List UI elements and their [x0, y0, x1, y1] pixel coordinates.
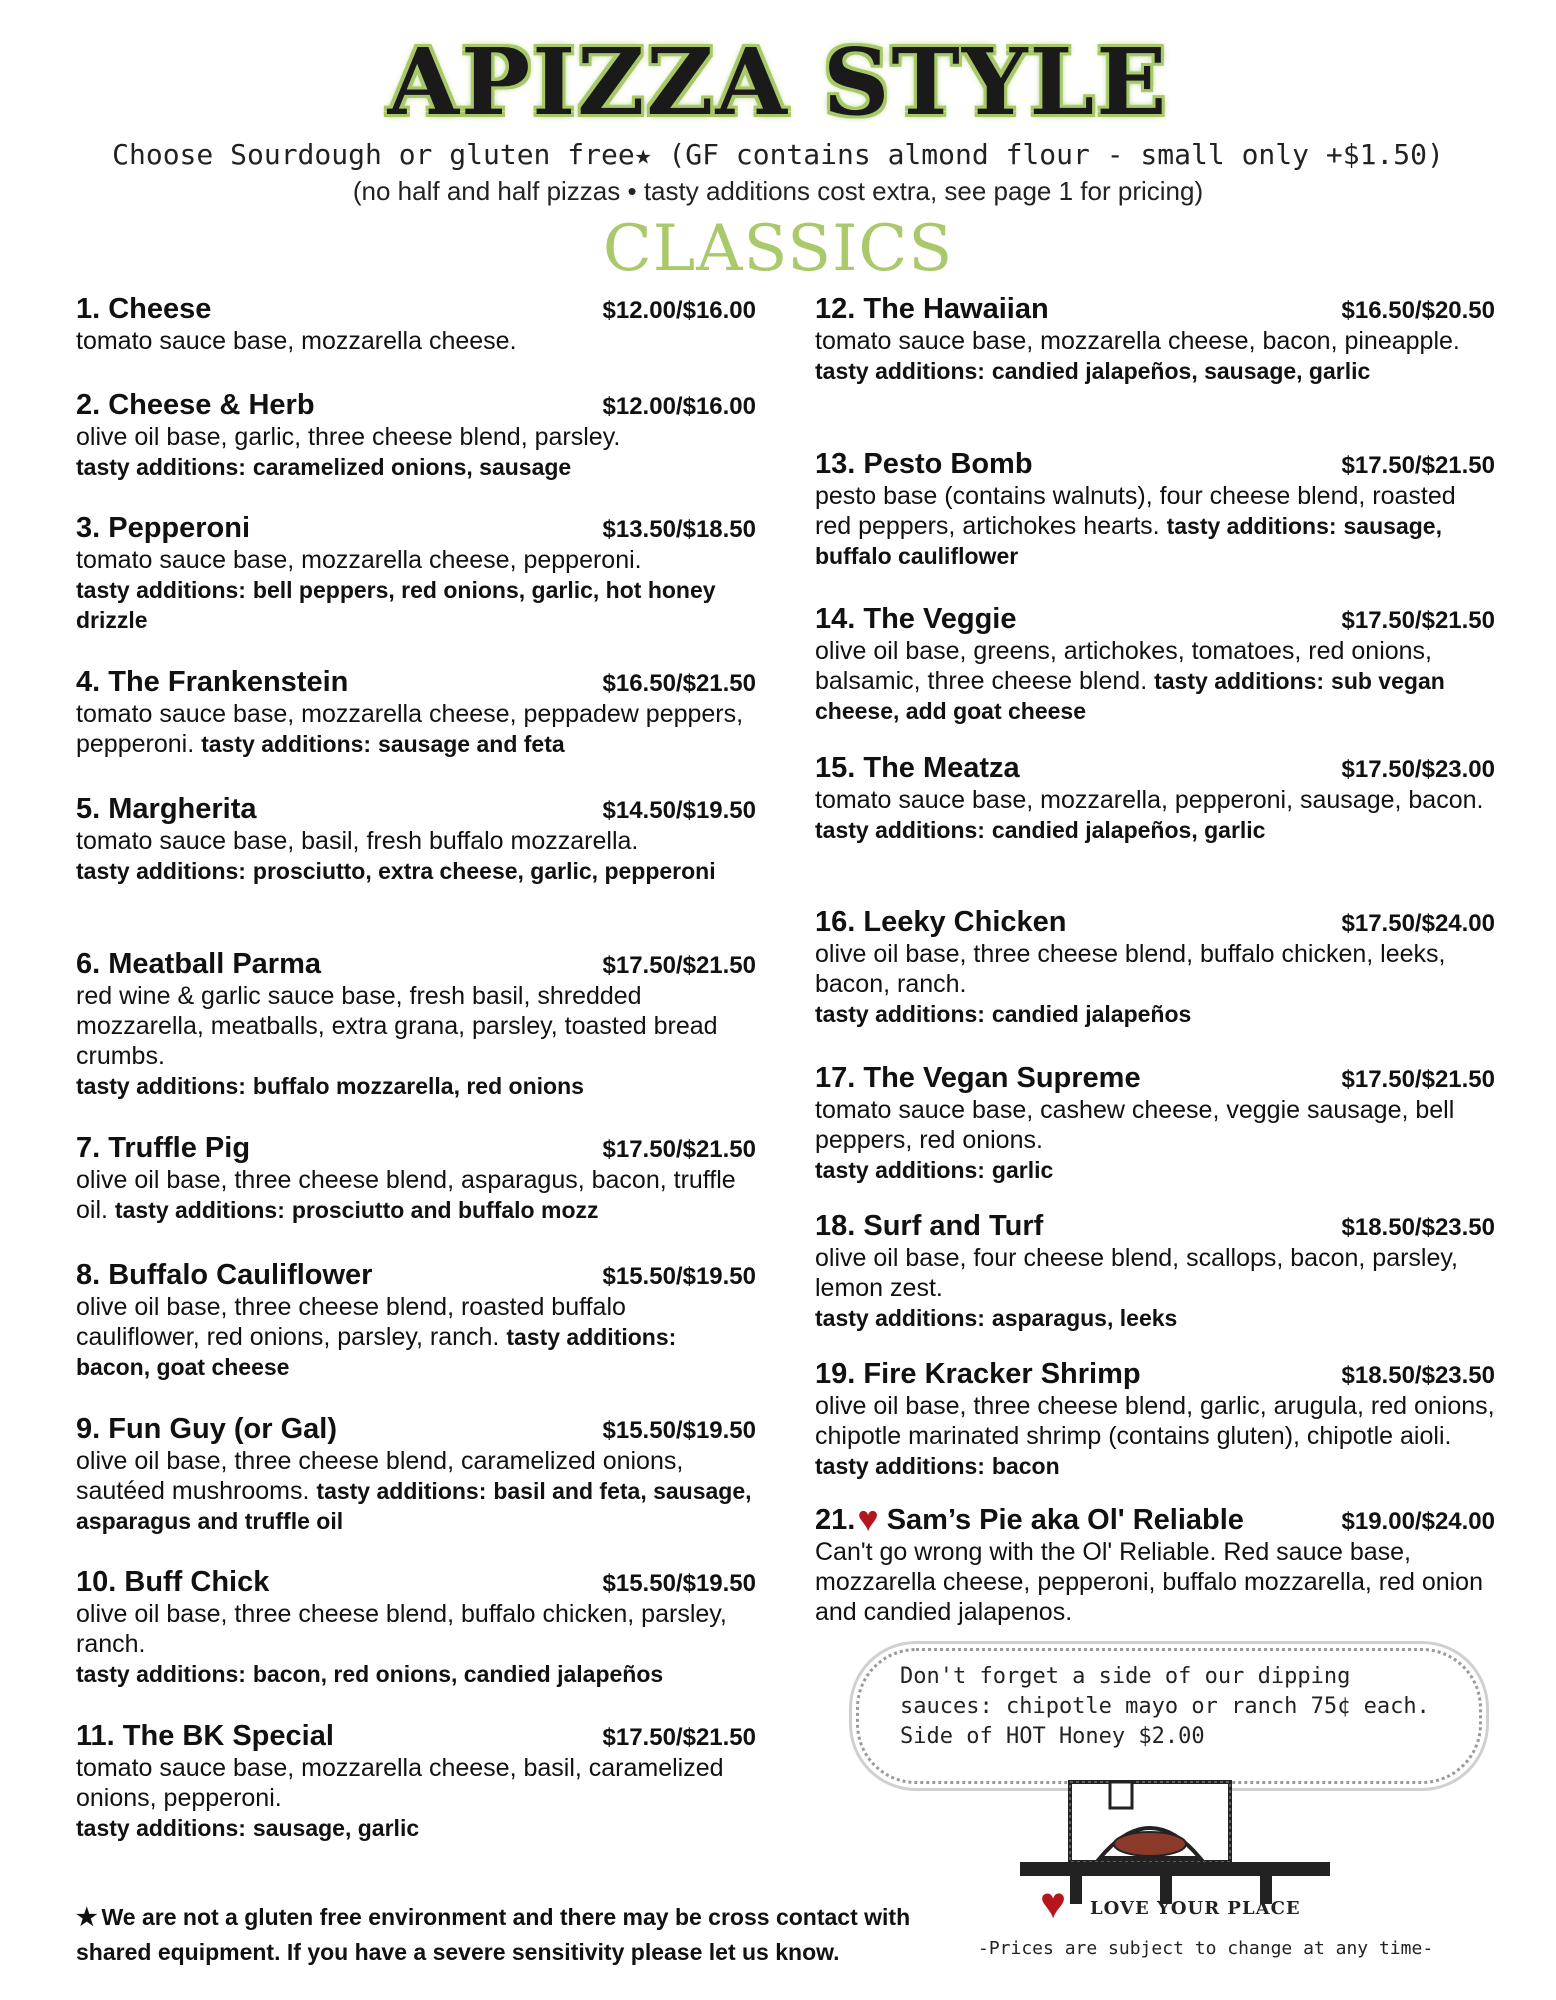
item-price: $12.00/$16.00 — [602, 393, 756, 420]
item-name: 5. Margherita — [76, 793, 257, 825]
item-price: $16.50/$20.50 — [1341, 297, 1495, 324]
item-description: olive oil base, three cheese blend, asparagus, bacon, truffle oil. tasty additions: prosciutto and buffalo mozz — [76, 1166, 736, 1224]
menu-item-special — [815, 1498, 1495, 1627]
menu-item — [76, 948, 756, 1101]
item-price: $18.50/$23.50 — [1341, 1362, 1495, 1389]
additions-label: tasty additions: — [76, 454, 246, 480]
menu-item — [76, 1413, 756, 1536]
item-name: 14. The Veggie — [815, 603, 1017, 635]
item-price: $19.00/$24.00 — [1341, 1508, 1495, 1535]
dough-options: Choose Sourdough or gluten free★ (GF contains almond flour - small only +$1.50) — [112, 138, 1444, 171]
item-price: $17.50/$21.50 — [1341, 1066, 1495, 1093]
menu-item — [815, 603, 1495, 726]
menu-item — [76, 1566, 756, 1689]
item-name: 10. Buff Chick — [76, 1566, 270, 1598]
item-price: $12.00/$16.00 — [602, 297, 756, 324]
love-your-place: LOVE YOUR PLACE — [1090, 1898, 1301, 1919]
additions-label: tasty additions: — [1166, 513, 1337, 539]
item-name: 6. Meatball Parma — [76, 948, 321, 980]
item-name: 3. Pepperoni — [76, 512, 251, 544]
additions-value: sausage, buffalo cauliflower — [815, 513, 1442, 569]
item-description: olive oil base, three cheese blend, buffalo chicken, parsley, ranch. tasty additions: bacon, red onions, candied jalapeños — [76, 1600, 727, 1687]
additions-label: tasty additions: — [201, 731, 372, 757]
menu-item — [815, 1062, 1495, 1185]
item-description: tomato sauce base, cashew cheese, veggie sausage, bell peppers, red onions. tasty additions: garlic — [815, 1096, 1455, 1183]
additions-label: tasty additions: — [815, 358, 985, 384]
star-icon: ★ — [76, 1904, 98, 1931]
additions-value: candied jalapeños, sausage, garlic — [991, 358, 1371, 384]
gluten-disclaimer: ★ We are not a gluten free environment and there may be cross contact with shared equipment. If you have a severe sensitivity please let us know. — [76, 1904, 911, 1965]
additions-value: bacon, goat cheese — [76, 1354, 290, 1380]
additions-label: tasty additions: — [815, 817, 985, 843]
item-description: tomato sauce base, mozzarella cheese, basil, caramelized onions, pepperoni. tasty additions: sausage, garlic — [76, 1754, 724, 1841]
additions-label: tasty additions: — [815, 1453, 985, 1479]
item-description: tomato sauce base, mozzarella cheese, peppadew peppers, pepperoni. tasty additions: sausage and feta — [76, 700, 744, 758]
menu-item — [76, 1259, 756, 1382]
item-price: $17.50/$21.50 — [1341, 607, 1495, 634]
item-price: $15.50/$19.50 — [602, 1263, 756, 1290]
menu-item — [815, 448, 1495, 571]
additions-value: caramelized onions, sausage — [252, 454, 572, 480]
additions-label: tasty additions: — [815, 1157, 985, 1183]
item-description: tomato sauce base, mozzarella cheese, pepperoni. tasty additions: bell peppers, red onions, garlic, hot honey drizzle — [76, 546, 716, 633]
menu-title: APIZZA STYLE — [387, 28, 1169, 136]
item-price: $17.50/$21.50 — [602, 1136, 756, 1163]
menu-item — [76, 293, 756, 356]
menu-item — [815, 906, 1495, 1029]
item-name: 16. Leeky Chicken — [815, 906, 1067, 938]
item-price: $16.50/$21.50 — [602, 670, 756, 697]
item-description: olive oil base, three cheese blend, caramelized onions, sautéed mushrooms. tasty additions: basil and feta, sausage, asparagus and truffle oil — [76, 1447, 752, 1534]
item-price: $15.50/$19.50 — [602, 1570, 756, 1597]
additions-value: bacon — [991, 1453, 1060, 1479]
additions-value: basil and feta, sausage, asparagus and truffle oil — [76, 1478, 752, 1534]
item-description: olive oil base, greens, artichokes, tomatoes, red onions, balsamic, three cheese blend. tasty additions: sub vegan cheese, add goat cheese — [815, 637, 1445, 724]
menu-item — [815, 293, 1495, 386]
additions-value: bell peppers, red onions, garlic, hot honey drizzle — [76, 577, 716, 633]
item-price: $17.50/$24.00 — [1341, 910, 1495, 937]
additions-label: tasty additions: — [1154, 668, 1325, 694]
heart-icon: ♥ — [1040, 1879, 1067, 1928]
additions-value: buffalo mozzarella, red onions — [252, 1073, 584, 1099]
item-name: 15. The Meatza — [815, 752, 1020, 784]
additions-label: tasty additions: — [114, 1197, 285, 1223]
item-name: 12. The Hawaiian — [815, 293, 1049, 325]
item-description: pesto base (contains walnuts), four cheese blend, roasted red peppers, artichokes hearts. tasty additions: sausage, buffalo cauliflower — [815, 482, 1456, 569]
item-name: 9. Fun Guy (or Gal) — [76, 1413, 338, 1445]
menu-item — [76, 666, 756, 759]
menu-item — [815, 1210, 1495, 1333]
additions-value: prosciutto, extra cheese, garlic, pepperoni — [252, 858, 716, 884]
additions-label: tasty additions: — [316, 1478, 487, 1504]
additions-value: bacon, red onions, candied jalapeños — [252, 1661, 664, 1687]
additions-value: asparagus, leeks — [991, 1305, 1178, 1331]
section-title: CLASSICS — [602, 212, 954, 286]
sauces-note: Don't forget a side of our dipping sauces: chipotle mayo or ranch 75¢ each. Side of HOT Honey $2.00 — [900, 1664, 1430, 1749]
item-description: olive oil base, three cheese blend, buffalo chicken, leeks, bacon, ranch. tasty additions: candied jalapeños — [815, 940, 1446, 1027]
item-price: $17.50/$21.50 — [1341, 452, 1495, 479]
prices-note: -Prices are subject to change at any time- — [978, 1938, 1434, 1959]
item-price: $14.50/$19.50 — [602, 797, 756, 824]
item-price: $17.50/$23.00 — [1341, 756, 1495, 783]
item-name: 13. Pesto Bomb — [815, 448, 1033, 480]
additions-label: tasty additions: — [76, 577, 246, 603]
item-name: 11. The BK Special — [76, 1720, 334, 1752]
menu-item — [76, 512, 756, 635]
additions-label: tasty additions: — [76, 1661, 246, 1687]
menu-item — [76, 793, 756, 886]
heart-icon: ♥ — [857, 1498, 879, 1539]
item-name: 1. Cheese — [76, 293, 212, 325]
item-price: $13.50/$18.50 — [602, 516, 756, 543]
additions-value: candied jalapeños, garlic — [991, 817, 1266, 843]
item-description: olive oil base, garlic, three cheese blend, parsley. tasty additions: caramelized onions, sausage — [76, 423, 621, 480]
menu-notes: (no half and half pizzas • tasty additions cost extra, see page 1 for pricing) — [352, 176, 1204, 206]
menu-item — [815, 752, 1495, 845]
item-description: olive oil base, four cheese blend, scallops, bacon, parsley, lemon zest. tasty additions: asparagus, leeks — [815, 1244, 1458, 1331]
item-description: tomato sauce base, mozzarella cheese, bacon, pineapple. tasty additions: candied jalapeños, sausage, garlic — [815, 327, 1460, 384]
item-price: $17.50/$21.50 — [602, 1724, 756, 1751]
additions-value: prosciutto and buffalo mozz — [291, 1197, 599, 1223]
item-description: tomato sauce base, basil, fresh buffalo mozzarella. tasty additions: prosciutto, extra cheese, garlic, pepperoni — [76, 827, 716, 884]
item-name: 17. The Vegan Supreme — [815, 1062, 1141, 1094]
item-price: $15.50/$19.50 — [602, 1417, 756, 1444]
item-name: 2. Cheese & Herb — [76, 389, 315, 421]
item-description: olive oil base, three cheese blend, roasted buffalo cauliflower, red onions, parsley, ranch. tasty additions: bacon, goat cheese — [76, 1293, 677, 1380]
additions-value: garlic — [991, 1157, 1054, 1183]
menu-item — [76, 1132, 756, 1225]
additions-label: tasty additions: — [76, 1815, 246, 1841]
item-description: Can't go wrong with the Ol' Reliable. Red sauce base, mozzarella cheese, pepperoni, buffalo mozzarella, red onion and candied jalapenos. — [815, 1538, 1483, 1626]
item-description: tomato sauce base, mozzarella, pepperoni, sausage, bacon. tasty additions: candied jalapeños, garlic — [815, 786, 1484, 843]
item-name: 21.♥ Sam’s Pie aka Ol' Reliable — [815, 1498, 1244, 1539]
item-name: 7. Truffle Pig — [76, 1132, 251, 1164]
menu-item — [815, 1358, 1495, 1481]
additions-value: sausage and feta — [378, 731, 565, 757]
additions-label: tasty additions: — [815, 1001, 985, 1027]
item-description: tomato sauce base, mozzarella cheese. — [76, 327, 517, 355]
item-price: $17.50/$21.50 — [602, 952, 756, 979]
menu-item — [76, 389, 756, 482]
additions-label: tasty additions: — [506, 1324, 677, 1350]
additions-label: tasty additions: — [76, 1073, 246, 1099]
item-price: $18.50/$23.50 — [1341, 1214, 1495, 1241]
item-name: 4. The Frankenstein — [76, 666, 349, 698]
additions-label: tasty additions: — [76, 858, 246, 884]
additions-value: sub vegan cheese, add goat cheese — [815, 668, 1445, 724]
item-name: 8. Buffalo Cauliflower — [76, 1259, 373, 1291]
additions-value: sausage, garlic — [252, 1815, 420, 1841]
additions-value: candied jalapeños — [991, 1001, 1192, 1027]
item-description: red wine & garlic sauce base, fresh basil, shredded mozzarella, meatballs, extra grana, parsley, toasted bread crumbs. tasty additions: buffalo mozzarella, red onions — [76, 982, 718, 1099]
item-name: 18. Surf and Turf — [815, 1210, 1044, 1242]
menu-item — [76, 1720, 756, 1843]
additions-label: tasty additions: — [815, 1305, 985, 1331]
item-description: olive oil base, three cheese blend, garlic, arugula, red onions, chipotle marinated shrimp (contains gluten), chipotle aioli. tasty additions: bacon — [815, 1392, 1495, 1479]
item-name: 19. Fire Kracker Shrimp — [815, 1358, 1141, 1390]
